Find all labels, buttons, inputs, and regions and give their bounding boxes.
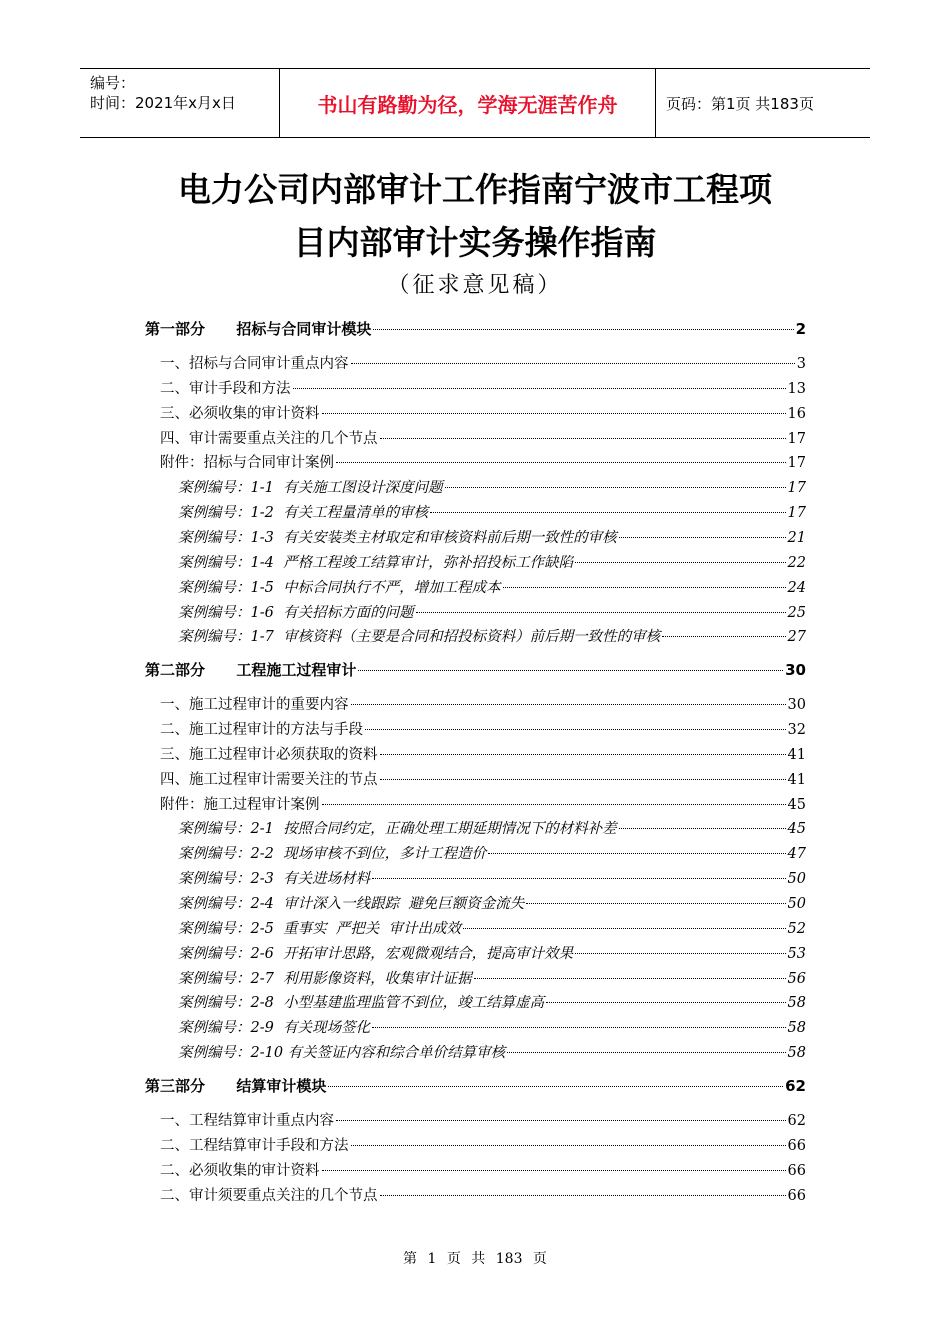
toc-section-entry[interactable] <box>160 402 806 426</box>
toc-entry-page: 45 <box>787 821 806 838</box>
toc-leader-dots <box>445 487 786 488</box>
toc-part-entry[interactable] <box>145 659 806 683</box>
toc-section-entry[interactable] <box>160 743 806 767</box>
toc-section-entry[interactable] <box>160 1184 806 1208</box>
toc-entry-page: 62 <box>785 1076 806 1095</box>
toc-leader-dots <box>351 704 786 705</box>
toc-case-entry[interactable] <box>178 967 806 991</box>
toc-section-entry[interactable] <box>160 1134 806 1158</box>
toc-entry-page: 30 <box>787 697 806 714</box>
toc-entry-page: 27 <box>787 629 806 646</box>
toc-entry-label: 案例编号：2-4 审计深入一线跟踪 避免巨额资金流失 <box>178 896 525 912</box>
toc-section-entry[interactable] <box>160 693 806 717</box>
toc-entry-label: 案例编号：1-2 有关工程量清单的审核 <box>178 505 429 522</box>
toc-leader-dots <box>488 853 785 854</box>
toc-leader-dots <box>328 1086 783 1087</box>
toc-case-entry[interactable] <box>178 1041 806 1065</box>
toc-entry-page: 47 <box>787 846 806 863</box>
toc-leader-dots <box>373 329 793 330</box>
toc-entry-label: 案例编号：2-7 利用影像资料，收集审计证据 <box>178 970 472 987</box>
toc-entry-label: 第三部分 结算审计模块 <box>145 1076 327 1095</box>
toc-entry-label: 一、施工过程审计的重要内容 <box>160 697 349 714</box>
toc-entry-label: 二、审计须要重点关注的几个节点 <box>160 1187 378 1204</box>
toc-entry-label: 附件：施工过程审计案例 <box>160 796 320 813</box>
toc-leader-dots <box>322 413 786 414</box>
toc-leader-dots <box>575 953 785 954</box>
toc-section-entry[interactable] <box>160 377 806 401</box>
toc-case-entry[interactable] <box>178 991 806 1015</box>
toc-leader-dots <box>380 438 786 439</box>
toc-leader-dots <box>463 928 786 929</box>
toc-entry-label: 四、审计需要重点关注的几个节点 <box>160 430 378 447</box>
toc-entry-label: 案例编号：1-7 审核资料（主要是合同和招投标资料）前后期一致性的审核 <box>178 629 661 646</box>
toc-entry-page: 25 <box>787 604 806 621</box>
toc-case-entry[interactable] <box>178 917 806 941</box>
toc-entry-label: 附件：招标与合同审计案例 <box>160 455 334 472</box>
document-title-line-2: 目内部审计实务操作指南 <box>293 223 657 262</box>
toc-case-entry[interactable] <box>178 867 806 891</box>
time-label: 时间：2021年x月x日 <box>90 94 236 112</box>
toc-entry-label: 案例编号：2-3 有关进场材料 <box>178 871 371 888</box>
toc-leader-dots <box>293 388 786 389</box>
toc-section-entry[interactable] <box>160 1159 806 1183</box>
toc-case-entry[interactable] <box>178 551 806 575</box>
toc-leader-dots <box>503 587 786 588</box>
toc-case-entry[interactable] <box>178 625 806 649</box>
toc-entry-page: 17 <box>787 455 806 472</box>
toc-entry-page: 58 <box>787 1045 806 1062</box>
toc-leader-dots <box>336 1120 786 1121</box>
toc-entry-label: 案例编号：2-6 开拓审计思路，宏观微观结合，提高审计效果 <box>178 945 574 962</box>
toc-leader-dots <box>526 903 785 904</box>
toc-section-entry[interactable] <box>160 451 806 475</box>
toc-leader-dots <box>662 636 785 637</box>
toc-entry-page: 3 <box>796 356 806 372</box>
toc-section-entry[interactable] <box>160 427 806 451</box>
toc-entry-label: 一、招标与合同审计重点内容 <box>160 356 349 372</box>
toc-leader-dots <box>380 1195 786 1196</box>
toc-entry-label: 三、施工过程审计必须获取的资料 <box>160 746 378 763</box>
toc-leader-dots <box>351 363 795 364</box>
toc-case-entry[interactable] <box>178 817 806 841</box>
toc-entry-page: 66 <box>787 1137 806 1154</box>
toc-entry-page: 41 <box>787 771 806 788</box>
toc-leader-dots <box>372 1027 785 1028</box>
toc-entry-label: 案例编号：2-1 按照合同约定，正确处理工期延期情况下的材料补差 <box>178 821 617 838</box>
toc-entry-label: 第二部分 工程施工过程审计 <box>145 661 357 680</box>
toc-entry-label: 案例编号：1-5 中标合同执行不严，增加工程成本 <box>178 579 501 596</box>
toc-leader-dots <box>619 537 786 538</box>
toc-leader-dots <box>365 729 786 730</box>
toc-case-entry[interactable] <box>178 1016 806 1040</box>
toc-entry-label: 案例编号：2-5 重事实 严把关 审计出成效 <box>178 920 462 937</box>
toc-section-entry[interactable] <box>160 718 806 742</box>
header-meta <box>80 69 280 137</box>
toc-entry-label: 案例编号：1-4 严格工程竣工结算审计，弥补招投标工作缺陷 <box>178 554 574 571</box>
toc-case-entry[interactable] <box>178 576 806 600</box>
toc-section-entry[interactable] <box>160 793 806 817</box>
toc-case-entry[interactable] <box>178 942 806 966</box>
toc-case-entry[interactable] <box>178 842 806 866</box>
toc-entry-label: 案例编号：2-10 有关签证内容和综合单价结算审核 <box>178 1045 506 1062</box>
toc-entry-label: 案例编号：2-8 小型基建监理监管不到位，竣工结算虚高 <box>178 995 545 1012</box>
page-header <box>80 68 870 138</box>
toc-entry-page: 58 <box>787 995 806 1012</box>
toc-case-entry[interactable] <box>178 601 806 625</box>
toc-leader-dots <box>416 612 786 613</box>
toc-entry-page: 45 <box>787 796 806 813</box>
toc-leader-dots <box>474 978 786 979</box>
toc-case-entry[interactable] <box>178 501 806 525</box>
toc-part-entry[interactable] <box>145 318 806 342</box>
toc-entry-page: 17 <box>787 480 806 497</box>
toc-entry-label: 二、施工过程审计的方法与手段 <box>160 722 363 739</box>
toc-entry-page: 41 <box>787 746 806 763</box>
page-footer: 第 1 页 共 183 页 <box>403 1251 547 1267</box>
toc-case-entry[interactable] <box>178 526 806 550</box>
number-label: 编号： <box>90 74 136 92</box>
toc-leader-dots <box>380 779 786 780</box>
toc-leader-dots <box>322 1170 786 1171</box>
toc-leader-dots <box>336 462 786 463</box>
toc-entry-page: 30 <box>785 661 806 680</box>
toc-entry-page: 2 <box>795 320 806 338</box>
toc-leader-dots <box>546 1002 785 1003</box>
toc-entry-label: 第一部分 招标与合同审计模块 <box>145 320 372 338</box>
toc-entry-label: 案例编号：1-1 有关施工图设计深度问题 <box>178 480 443 497</box>
toc-entry-page: 58 <box>787 1020 806 1037</box>
toc-entry-page: 50 <box>787 871 806 888</box>
toc-entry-page: 66 <box>787 1187 806 1204</box>
toc-case-entry[interactable] <box>178 476 806 500</box>
toc-leader-dots <box>430 512 785 513</box>
toc-entry-label: 三、必须收集的审计资料 <box>160 405 320 422</box>
toc-entry-page: 21 <box>787 529 806 546</box>
toc-entry-page: 52 <box>787 920 806 937</box>
toc-section-entry[interactable] <box>160 352 806 376</box>
document-subtitle: （征求意见稿） <box>387 273 563 298</box>
toc-leader-dots <box>619 828 786 829</box>
toc-part-entry[interactable] <box>145 1075 806 1099</box>
header-motto: 书山有路勤为径，学海无涯苦作舟 <box>280 69 656 137</box>
toc-leader-dots <box>322 804 786 805</box>
toc-entry-page: 22 <box>787 554 806 571</box>
toc-entry-page: 13 <box>787 380 806 397</box>
toc-leader-dots <box>507 1052 785 1053</box>
toc-section-entry[interactable] <box>160 768 806 792</box>
toc-leader-dots <box>575 562 785 563</box>
header-page-info: 页码：第1页 共183页 <box>666 94 814 113</box>
toc-entry-label: 二、必须收集的审计资料 <box>160 1162 320 1179</box>
toc-leader-dots <box>358 670 783 671</box>
toc-entry-label: 案例编号：2-9 有关现场签化 <box>178 1020 371 1037</box>
toc-leader-dots <box>380 754 786 755</box>
document-title-line-1: 电力公司内部审计工作指南宁波市工程项 <box>178 170 772 209</box>
toc-entry-label: 二、审计手段和方法 <box>160 380 291 397</box>
toc-entry-page: 17 <box>787 430 806 447</box>
toc-entry-page: 66 <box>787 1162 806 1179</box>
toc-entry-page: 62 <box>787 1112 806 1129</box>
toc-entry-label: 一、工程结算审计重点内容 <box>160 1112 334 1129</box>
toc-entry-page: 17 <box>787 505 806 522</box>
toc-leader-dots <box>372 878 785 879</box>
toc-case-entry[interactable] <box>178 892 806 916</box>
toc-entry-label: 四、施工过程审计需要关注的节点 <box>160 771 378 788</box>
toc-entry-label: 二、工程结算审计手段和方法 <box>160 1137 349 1154</box>
toc-entry-label: 案例编号：1-6 有关招标方面的问题 <box>178 604 414 621</box>
toc-entry-page: 56 <box>787 970 806 987</box>
toc-entry-page: 53 <box>787 945 806 962</box>
toc-leader-dots <box>351 1145 786 1146</box>
toc-entry-page: 32 <box>787 722 806 739</box>
toc-entry-label: 案例编号：2-2 现场审核不到位，多计工程造价 <box>178 846 487 863</box>
toc-entry-page: 50 <box>787 896 806 912</box>
toc-entry-label: 案例编号：1-3 有关安装类主材取定和审核资料前后期一致性的审核 <box>178 529 617 546</box>
toc-entry-page: 16 <box>787 405 806 422</box>
toc-entry-page: 24 <box>787 579 806 596</box>
toc-section-entry[interactable] <box>160 1109 806 1133</box>
